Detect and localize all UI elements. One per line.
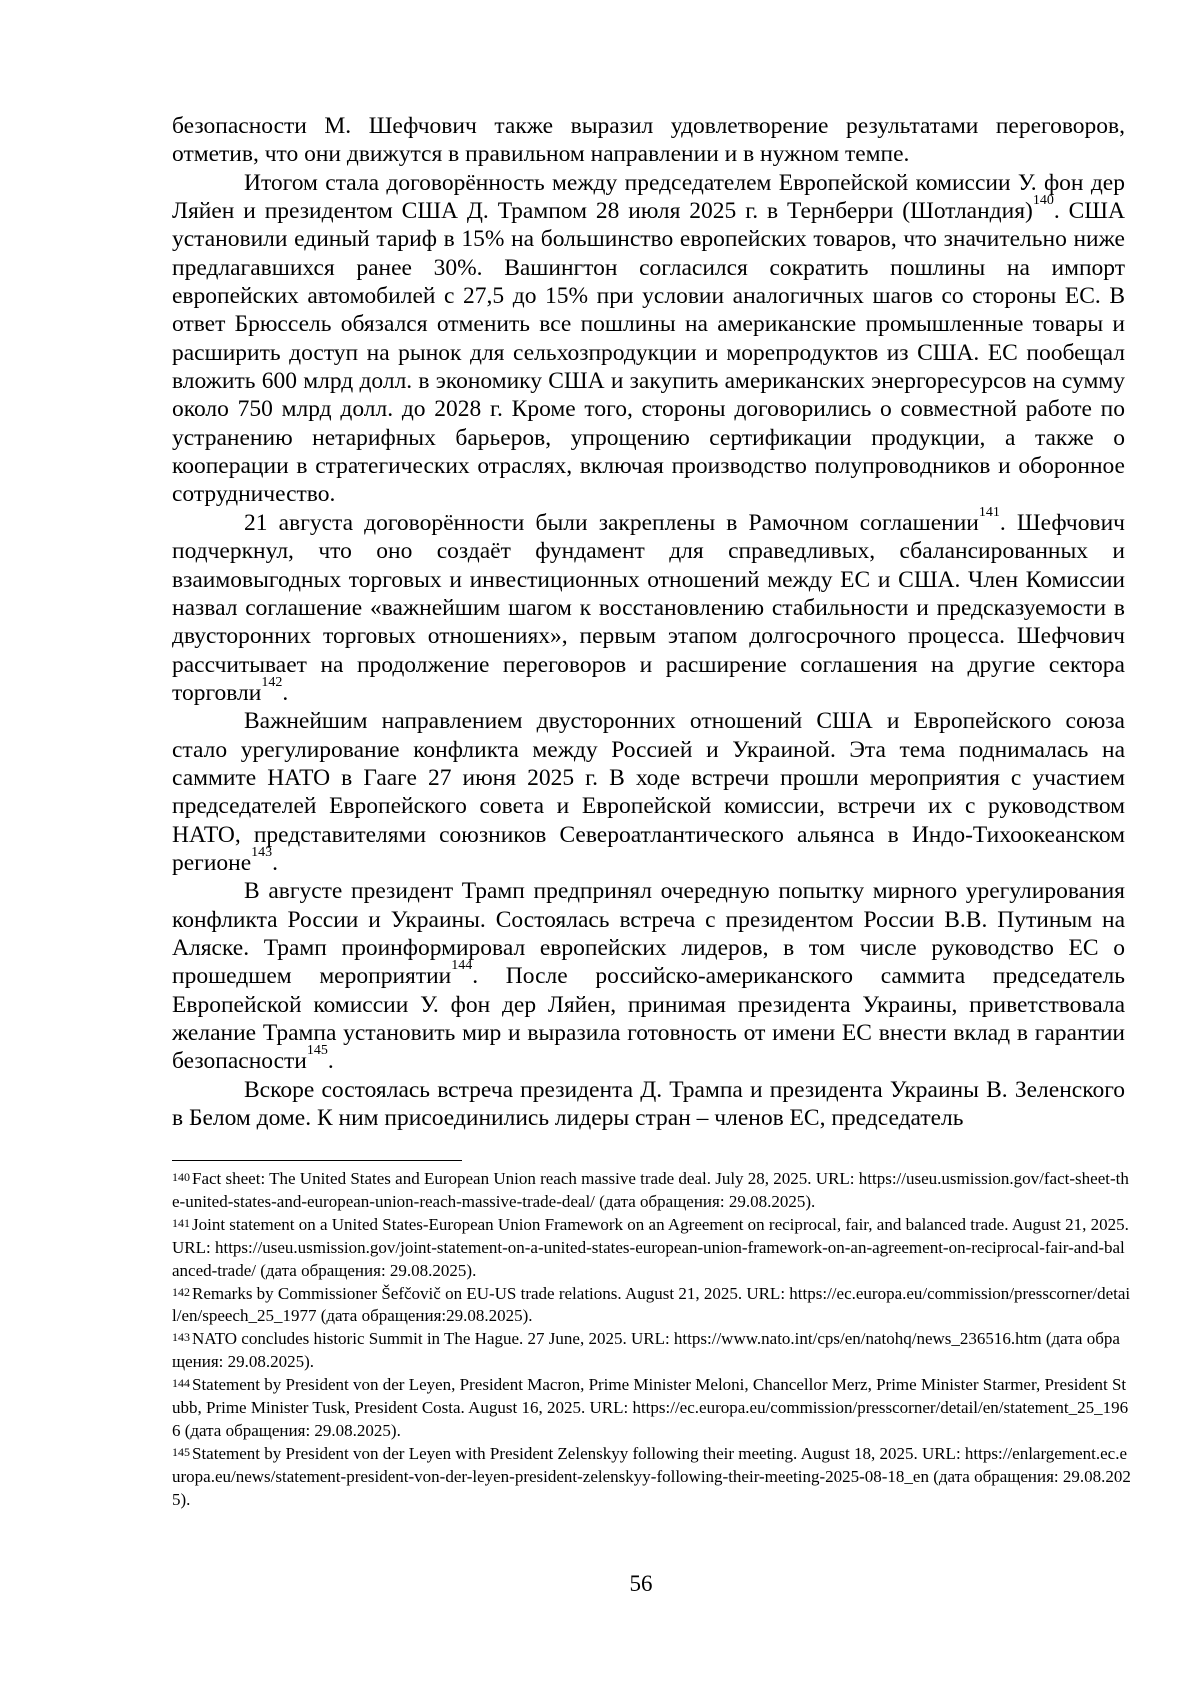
paragraph-4 — [172, 707, 1125, 877]
footnote-text: Statement by President von der Leyen, President Macron, Prime Minister Meloni, Chancellor Merz, Prime Minister Starmer, President Stubb, Prime Minister Tusk, President Costa. August 16, 2025. URL: https://ec.europa.eu/commission/presscorner/detail/en/statement_25_1966 (дата обращения: 29.08.2025). — [172, 1375, 1129, 1440]
footnote-number: 141 — [172, 1215, 190, 1230]
paragraph-3-text-b: . Шефчович подчеркнул, что оно создаёт фундамент для справедливых, сбалансированных и взаимовыгодных торговых и инвестиционных отношений между ЕС и США. Член Комиссии назвал соглашение «важнейшим шагом к восстановлению стабильности и предсказуемости в двусторонних торговых отношениях», первым этапом долгосрочного процесса. Шефчович рассчитывает на продолжение переговоров и расширение соглашения на другие сектора торговли — [172, 509, 1125, 706]
footnote-text: Joint statement on a United States-European Union Framework on an Agreement on reciprocal, fair, and balanced trade. August 21, 2025. URL: https://useu.usmission.gov/joint-statement-on-a-united-states-european-union-framework-on-an-agreement-on-reciprocal-fair-and-balanced-trade/ (дата обращения: 29.08.2025). — [172, 1214, 1129, 1280]
paragraph-4-text-a: Важнейшим направлением двусторонних отношений США и Европейского союза стало урегулирование конфликта между Россией и Украиной. Эта тема поднималась на саммите НАТО в Гааге 27 июня 2025 г. В ходе встречи прошли мероприятия с участием председателей Европейского совета и Европейской комиссии, встречи их с руководством НАТО, представителями союзников Североатлантического альянса в Индо-Тихоокеанском регионе — [172, 708, 1125, 876]
paragraph-2-text-a: Итогом стала договорённость между председателем Европейской комиссии У. фон дер Ляйен и президентом США Д. Трампом 28 июля 2025 г. в Тернберри (Шотландия) — [172, 169, 1125, 225]
footnote-number: 143 — [172, 1330, 190, 1345]
paragraph-3-text-c: . — [282, 679, 289, 706]
footnote-number: 140 — [172, 1170, 190, 1184]
footnote-number: 145 — [172, 1444, 190, 1459]
footnote-ref-140: 140 — [1032, 193, 1054, 209]
footnote-ref-143: 143 — [251, 844, 273, 860]
footnotes — [172, 1168, 1132, 1512]
footnote-ref-144: 144 — [451, 958, 473, 974]
footnote-text: Fact sheet: The United States and European Union reach massive trade deal. July 28, 2025. URL: https://useu.usmission.gov/fact-sheet-the-united-states-and-european-union-reach-massive-trade-deal/ (дата обращения: 29.08.2025). — [172, 1169, 1129, 1211]
paragraph-5-text-c: . — [327, 1048, 334, 1075]
footnote-number: 144 — [172, 1376, 190, 1391]
page-number: 56 — [629, 1571, 653, 1596]
footnote-ref-142: 142 — [261, 674, 283, 690]
paragraph-5-text-b: . После российско-американского саммита председатель Европейской комиссии У. фон дер Ляйен, принимая президента Украины, приветствовала желание Трампа установить мир и выразила готовность от имени ЕС внести вклад в гарантии безопасности — [172, 963, 1125, 1075]
paragraph-1-text: безопасности М. Шефчович также выразил удовлетворение результатами переговоров, отметив, что они движутся в правильном направлении и в нужном темпе. — [172, 113, 1125, 168]
paragraph-5-text-a: В августе президент Трамп предпринял очередную попытку мирного урегулирования конфликта России и Украины. Состоялась встреча с президентом России В.В. Путиным на Аляске. Трамп проинформировал европейских лидеров, в том числе руководство ЕС о прошедшем мероприятии — [172, 878, 1125, 990]
footnote-number: 142 — [172, 1284, 190, 1299]
paragraph-3 — [172, 504, 1125, 707]
paragraph-6-text: Вскоре состоялась встреча президента Д. Трампа и президента Украины В. Зеленского в Белом доме. К ним присоединились лидеры стран – членов ЕС, председатель — [172, 1076, 1125, 1132]
paragraph-6 — [172, 1076, 1125, 1133]
footnote-text: NATO concludes historic Summit in The Hague. 27 June, 2025. URL: https://www.nato.int/cps/en/natohq/news_236516.htm (дата обращения: 29.08.2025). — [172, 1329, 1120, 1372]
footnote-144 — [172, 1374, 1132, 1443]
paragraph-1 — [172, 112, 1125, 169]
paragraph-2-text-b: . США установили единый тариф в 15% на большинство европейских товаров, что значительно ниже предлагавшихся ранее 30%. Вашингтон согласился сократить пошлины на импорт европейских автомобилей с 27,5 до 15% при условии аналогичных шагов со стороны ЕС. В ответ Брюссель обязался отменить все пошлины на американские промышленные товары и расширить доступ на рынок для сельхозпродукции и морепродуктов из США. ЕС пообещал вложить 600 млрд долл. в экономику США и закупить американских энергоресурсов на сумму около 750 млрд долл. до 2028 г. Кроме того, стороны договорились о совместной работе по устранению нетарифных барьеров, упрощению сертификации продукции, а также о кооперации в стратегических отраслях, включая производство полупроводников и оборонное сотрудничество. — [172, 198, 1125, 508]
paragraph-3-text-a: 21 августа договорённости были закреплены в Рамочном соглашении — [244, 509, 979, 536]
paragraph-2 — [172, 169, 1125, 509]
footnote-separator — [172, 1160, 462, 1161]
footnote-140 — [172, 1168, 1132, 1214]
footnote-ref-145: 145 — [306, 1043, 328, 1059]
footnote-141 — [172, 1214, 1132, 1283]
footnote-text: Remarks by Commissioner Šefčovič on EU-US trade relations. August 21, 2025. URL: https://ec.europa.eu/commission/presscorner/detail/en/speech_25_1977 (дата обращения:29.08.2025). — [172, 1283, 1131, 1326]
footnote-143 — [172, 1328, 1132, 1374]
footnote-145 — [172, 1443, 1132, 1512]
paragraph-5 — [172, 877, 1125, 1075]
footnote-ref-141: 141 — [978, 504, 1000, 520]
paragraph-4-text-b: . — [272, 849, 279, 876]
footnote-142 — [172, 1283, 1132, 1329]
footnote-text: Statement by President von der Leyen with President Zelenskyy following their meeting. August 18, 2025. URL: https://enlargement.ec.europa.eu/news/statement-president-von-der-leyen-president-zelenskyy-following-their-meeting-2025-08-18_en (дата обращения: 29.08.2025). — [172, 1443, 1131, 1509]
body-text — [172, 112, 1125, 1132]
